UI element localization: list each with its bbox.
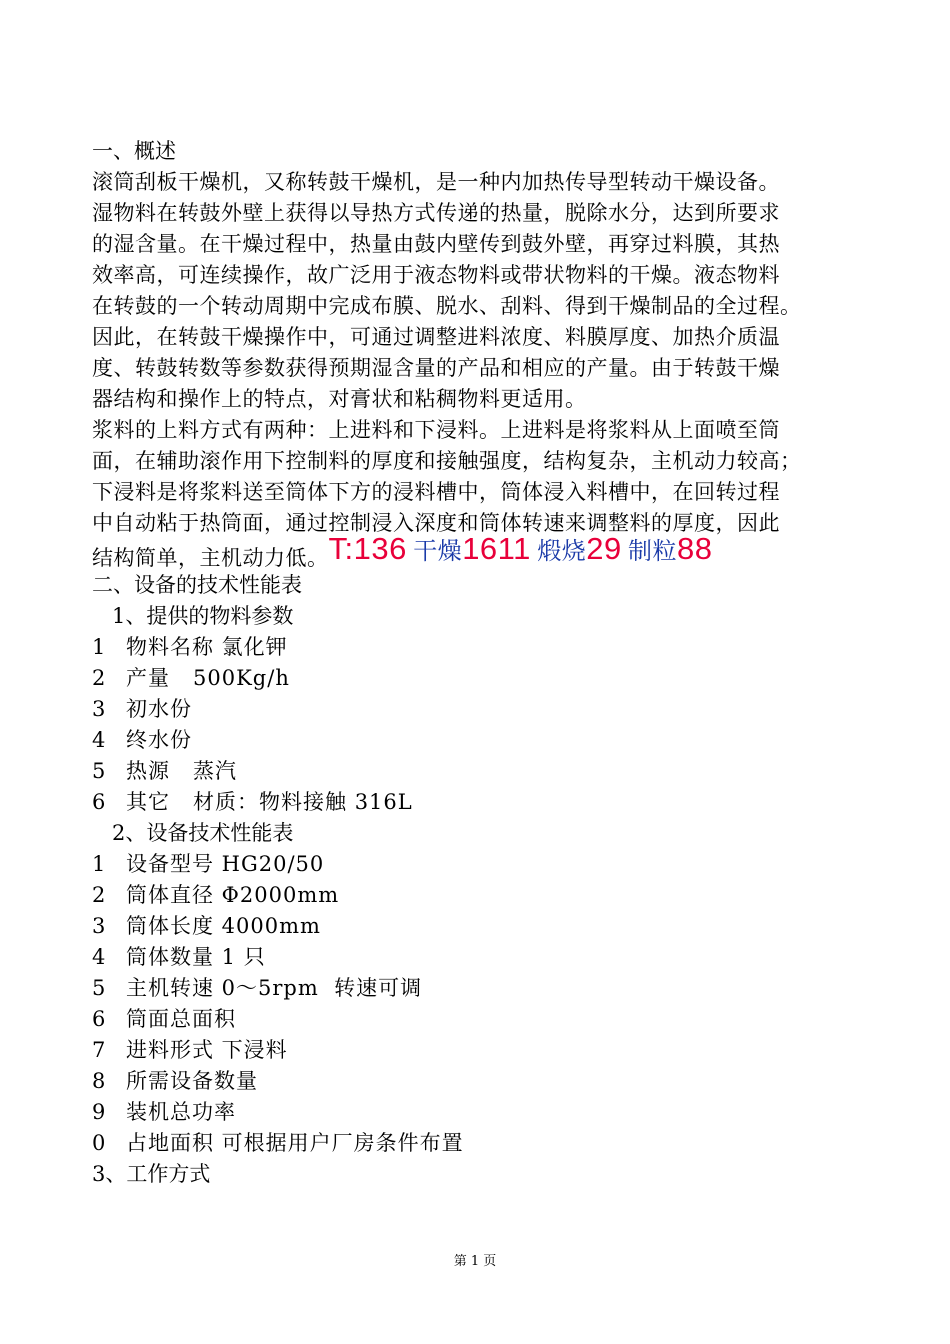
item-number: 2 — [92, 883, 106, 907]
overview-line: 面，在辅助滚作用下控制料的厚度和接触强度，结构复杂，主机动力较高； — [92, 449, 802, 473]
ad-calcine-label: 煅烧 — [537, 538, 587, 565]
overview-line: 在转鼓的一个转动周期中完成布膜、脱水、刮料、得到干燥制品的全过程。 — [92, 294, 802, 318]
ad-granulate-label: 制粒 — [628, 538, 678, 565]
section-heading-specs: 二、设备的技术性能表 — [92, 573, 302, 597]
list-item — [92, 725, 864, 756]
item-text: 筒体长度 4000mm — [126, 914, 321, 938]
list-item — [92, 632, 864, 663]
ad-drying-count: 1611 — [462, 531, 531, 566]
item-number: 5 — [92, 759, 106, 783]
document-body — [92, 136, 864, 1190]
item-text: 筒体数量 1 只 — [126, 945, 266, 969]
page-number: 1 — [470, 1254, 480, 1269]
list-item — [92, 911, 864, 942]
ad-calcine-count: 29 — [586, 531, 622, 566]
overview-paragraphs — [92, 167, 864, 570]
ad-granulate-count: 88 — [677, 531, 713, 566]
equipment-params-list — [92, 849, 864, 1159]
item-text: 初水份 — [126, 697, 192, 721]
overview-last-line — [92, 531, 864, 570]
list-item — [92, 694, 864, 725]
item-text: 物料名称 氯化钾 — [126, 635, 288, 659]
overview-last-text: 结构简单，主机动力低。 — [92, 546, 329, 570]
item-number: 0 — [92, 1131, 106, 1155]
item-number: 3 — [92, 697, 106, 721]
overview-line: 下浸料是将浆料送至筒体下方的浸料槽中，筒体浸入料槽中，在回转过程 — [92, 480, 780, 504]
list-item — [92, 756, 864, 787]
item-number: 7 — [92, 1038, 106, 1062]
subheading-equipment-params: 2、设备技术性能表 — [112, 821, 294, 845]
item-text: 热源 蒸汽 — [126, 759, 238, 783]
item-text: 装机总功率 — [126, 1100, 236, 1124]
list-item — [92, 1097, 864, 1128]
overview-line: 中自动粘于热筒面，通过控制浸入深度和筒体转速来调整料的厚度，因此 — [92, 511, 780, 535]
overview-line: 因此，在转鼓干燥操作中，可通过调整进料浓度、料膜厚度、加热介质温 — [92, 325, 780, 349]
item-text: 主机转速 0～5rpm 转速可调 — [126, 976, 423, 1000]
ad-t-count: T:136 — [328, 531, 407, 566]
list-item — [92, 787, 864, 818]
item-number: 6 — [92, 1007, 106, 1031]
list-item — [92, 973, 864, 1004]
item-number: 4 — [92, 945, 106, 969]
item-number: 9 — [92, 1100, 106, 1124]
list-item — [92, 1128, 864, 1159]
list-item — [92, 849, 864, 880]
item-text: 占地面积 可根据用户厂房条件布置 — [126, 1131, 464, 1155]
list-item — [92, 942, 864, 973]
overview-line: 滚筒刮板干燥机，又称转鼓干燥机，是一种内加热传导型转动干燥设备。 — [92, 170, 780, 194]
page-number-prefix: 第 — [453, 1254, 467, 1269]
item-text: 其它 材质：物料接触 316L — [126, 790, 413, 814]
item-number: 1 — [92, 635, 106, 659]
section-heading-overview: 一、概述 — [92, 139, 176, 163]
item-text: 所需设备数量 — [126, 1069, 258, 1093]
item-number: 6 — [92, 790, 106, 814]
subheading-work-mode: 3、工作方式 — [92, 1162, 211, 1186]
overview-line: 度、转鼓转数等参数获得预期湿含量的产品和相应的产量。由于转鼓干燥 — [92, 356, 780, 380]
item-number: 4 — [92, 728, 106, 752]
page-footer — [0, 1250, 950, 1269]
list-item — [92, 1004, 864, 1035]
item-number: 1 — [92, 852, 106, 876]
item-text: 设备型号 HG20/50 — [126, 852, 325, 876]
watermark-stats — [328, 531, 713, 566]
subheading-material-params: 1、提供的物料参数 — [112, 604, 294, 628]
material-params-list — [92, 632, 864, 818]
item-text: 进料形式 下浸料 — [126, 1038, 288, 1062]
overview-line: 效率高，可连续操作，故广泛用于液态物料或带状物料的干燥。液态物料 — [92, 263, 780, 287]
item-number: 2 — [92, 666, 106, 690]
page-number-suffix: 页 — [483, 1254, 497, 1269]
list-item — [92, 880, 864, 911]
item-number: 8 — [92, 1069, 106, 1093]
item-text: 产量 500Kg/h — [126, 666, 290, 690]
item-text: 筒体直径 Φ2000mm — [126, 883, 340, 907]
item-text: 终水份 — [126, 728, 192, 752]
item-number: 5 — [92, 976, 106, 1000]
item-number: 3 — [92, 914, 106, 938]
list-item — [92, 663, 864, 694]
overview-line: 器结构和操作上的特点，对膏状和粘稠物料更适用。 — [92, 387, 587, 411]
overview-line: 的湿含量。在干燥过程中，热量由鼓内壁传到鼓外壁，再穿过料膜，其热 — [92, 232, 780, 256]
overview-line: 湿物料在转鼓外壁上获得以导热方式传递的热量，脱除水分，达到所要求 — [92, 201, 780, 225]
overview-line: 浆料的上料方式有两种：上进料和下浸料。上进料是将浆料从上面喷至筒 — [92, 418, 780, 442]
list-item — [92, 1066, 864, 1097]
item-text: 筒面总面积 — [126, 1007, 236, 1031]
ad-drying-label: 干燥 — [413, 538, 463, 565]
list-item — [92, 1035, 864, 1066]
